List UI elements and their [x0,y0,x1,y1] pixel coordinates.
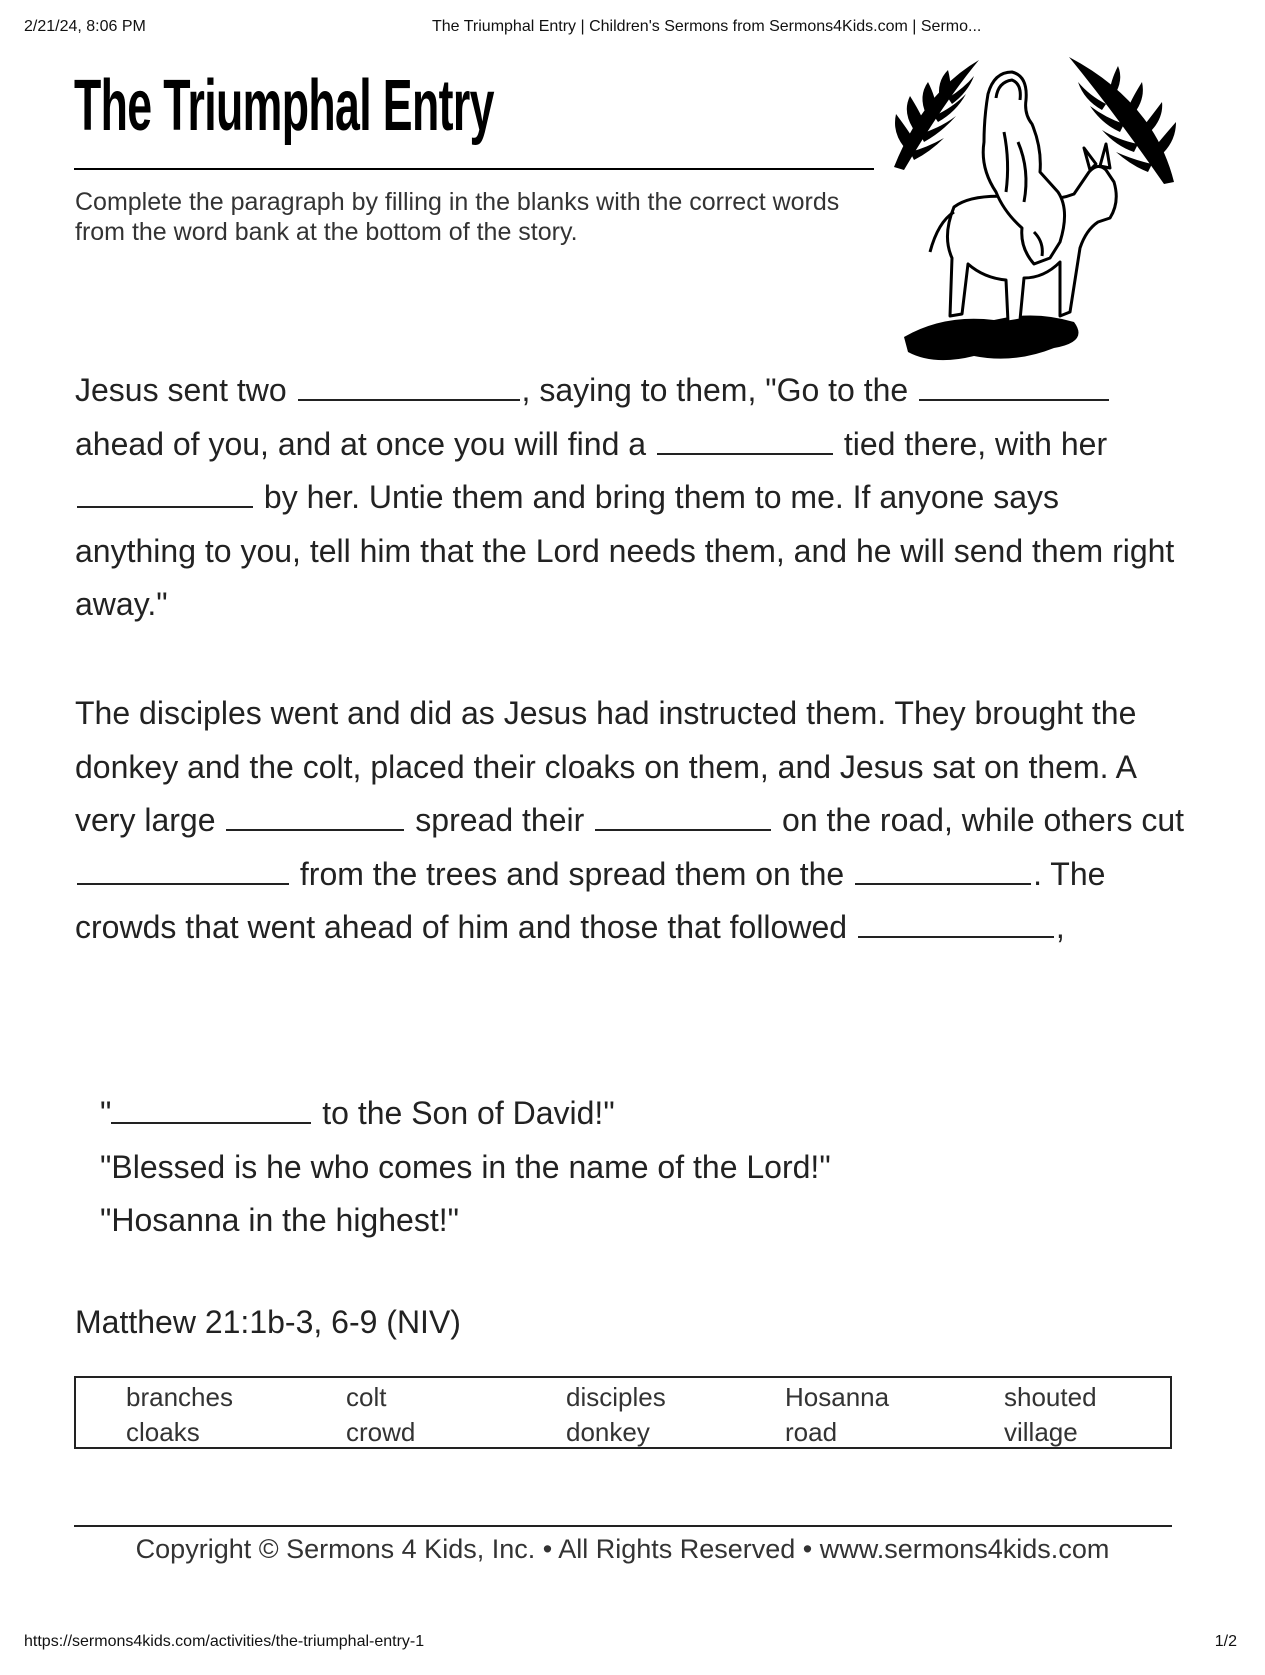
word-bank-column [126,1380,233,1450]
answer-blank[interactable] [657,423,833,455]
quote-open-mark: " [100,1095,112,1131]
word-bank-word: colt [346,1382,387,1412]
print-date: 2/21/24, 8:06 PM [24,18,146,35]
answer-blank[interactable] [298,369,520,401]
story-text: spread their [415,802,585,838]
print-page-number: 1/2 [1214,1633,1237,1650]
copyright-notice: Copyright © Sermons 4 Kids, Inc. • All Rights Reserved • www.sermons4kids.com [135,1534,1110,1564]
story-text: on the road, while others cut [782,802,1185,838]
story-text: . The crowds that went ahead of him and those that followed [75,855,1106,945]
word-bank-word: road [785,1417,838,1447]
word-bank-column [1004,1380,1097,1450]
quote-block [100,1087,831,1248]
answer-blank[interactable] [77,476,253,508]
story-text: ahead of you, and at once you will find a [75,425,647,462]
quote-line-2: "Blessed is he who comes in the name of the Lord!" [100,1148,831,1185]
story-text: Jesus sent two [75,372,287,408]
story-text: , saying to them, "Go to the [521,372,909,408]
answer-blank[interactable] [858,906,1054,938]
story-text: from the trees and spread them on the [299,855,845,892]
story-paragraph-2 [75,687,1185,955]
answer-blank[interactable] [595,799,771,831]
word-bank-column [566,1380,666,1450]
word-bank-word: village [1004,1417,1078,1447]
story-text: The disciples went and did as Jesus had instructed them. They brought the donkey and the colt, placed their cloaks on them, and Jesus sat on them. A very large [75,695,1137,838]
jesus-on-donkey-illustration [884,52,1184,372]
print-header [24,18,1241,40]
answer-blank[interactable] [77,853,289,885]
answer-blank[interactable] [226,799,404,831]
scripture-reference: Matthew 21:1b-3, 6-9 (NIV) [75,1304,461,1340]
palm-branch-icon [1069,57,1176,184]
word-bank-word: crowd [346,1417,416,1447]
worksheet-title: The Triumphal Entry [74,66,494,146]
word-bank-word: cloaks [126,1417,200,1447]
print-footer [24,1633,1241,1655]
story-text: by her. Untie them and bring them to me. If anyone says anything to you, tell him that the Lord needs them, and he will send them right away." [75,479,1175,622]
story-paragraph-1 [75,364,1185,632]
word-bank-word: branches [126,1382,233,1412]
word-bank-word: disciples [566,1382,666,1412]
story-text: tied there, with her [843,425,1108,462]
word-bank-word: Hosanna [785,1382,890,1412]
answer-blank[interactable] [919,369,1109,401]
title-divider [74,168,874,170]
palm-branch-icon [894,60,979,170]
word-bank-column [785,1380,889,1450]
answer-blank[interactable] [111,1092,311,1124]
print-url[interactable]: https://sermons4kids.com/activities/the-triumphal-entry-1 [24,1633,425,1650]
story-text: , [1055,909,1065,945]
footer-divider [74,1525,1172,1527]
quote-line-3: "Hosanna in the highest!" [100,1202,459,1238]
word-bank-column [346,1380,415,1450]
word-bank [74,1376,1172,1449]
word-bank-word: donkey [566,1417,650,1447]
answer-blank[interactable] [855,853,1031,885]
quote-line-1: to the Son of David!" [322,1095,615,1131]
instructions: Complete the paragraph by filling in the blanks with the correct words from the word bank at the bottom of the story. [75,188,840,246]
print-page-title: The Triumphal Entry | Children's Sermons from Sermons4Kids.com | Sermo... [432,18,982,35]
word-bank-word: shouted [1004,1382,1097,1412]
